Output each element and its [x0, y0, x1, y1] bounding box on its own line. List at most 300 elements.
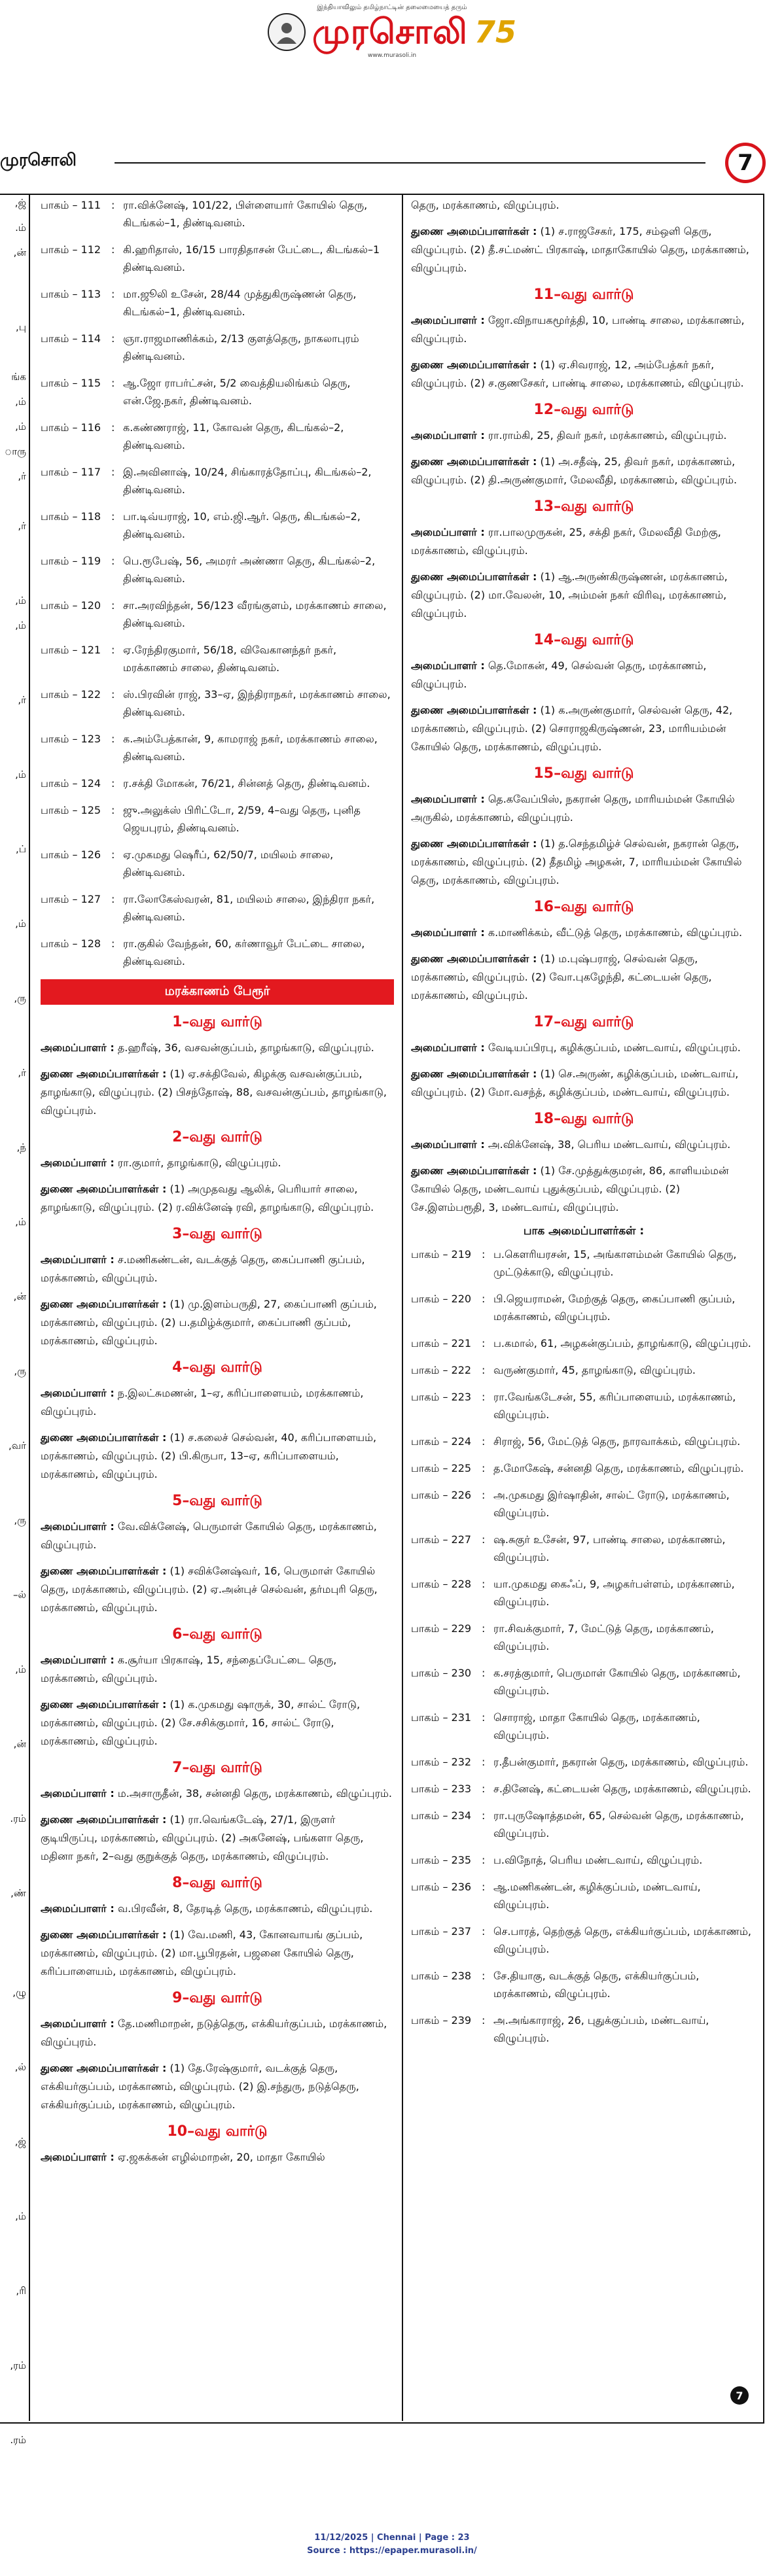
cut-text-fragment: ரு, [14, 1514, 26, 1526]
role-label: அமைப்பாளர் : [411, 429, 485, 442]
booth-member: த.மோகேஷ், சன்னதி தெரு, மரக்காணம், விழுப்புரம். [493, 1462, 744, 1474]
organizer-para [411, 1039, 757, 1057]
cut-text-fragment [0, 2085, 29, 2098]
booth-member: செ.பாரத், தெற்குத் தெரு, எக்கியர்குப்பம், மரக்காணம், விழுப்புரம். [493, 1925, 751, 1955]
entry-colon: : [111, 243, 115, 256]
footer-date-line: 11/12/2025 | Chennai | Page : 23 [314, 2533, 470, 2543]
booth-entry [411, 1709, 757, 1744]
role-text: ரா.பாலமுருகன், 25, சக்தி நகர், மேலவீதி மேற்கு, மரக்காணம், விழுப்புரம். [411, 526, 721, 557]
booth-number: பாகம் – 125 [41, 804, 101, 816]
ward-title: 8–வது வார்டு [172, 1875, 262, 1891]
entry-colon: : [111, 199, 115, 211]
cut-text-fragment [0, 1464, 29, 1477]
masthead [0, 0, 784, 72]
cut-text-fragment [0, 1340, 29, 1353]
role-label: அமைப்பாளர் : [411, 926, 485, 939]
cut-text-fragment: ரு, [14, 1365, 26, 1377]
cut-text-fragment [0, 718, 29, 731]
cut-text-fragment [0, 743, 29, 756]
role-label: துணை அமைப்பாளர்கள் : [41, 1698, 167, 1711]
booth-entry [41, 641, 394, 676]
entry-colon: : [482, 1970, 486, 1982]
cut-text-fragment [0, 1837, 29, 1850]
cut-text-fragment [0, 271, 29, 284]
booth-number: பாகம் – 233 [411, 1783, 472, 1795]
entry-colon: : [482, 1489, 486, 1501]
ward-title: 11–வது வார்டு [533, 287, 634, 303]
booth-member: ரா.விக்னேஷ், 101/22, பிள்ளையார் கோயில் தெரு, கிடங்கல்–1, திண்டிவனம். [123, 199, 368, 229]
cut-text-fragment: ல்– [13, 1589, 26, 1601]
booth-member: க.அம்பேத்கான், 9, காமராஜ் நகர், மரக்காணம் சாலை, திண்டிவனம். [123, 733, 378, 763]
deputy-para [41, 1295, 394, 1350]
booth-number: பாகம் – 227 [411, 1533, 472, 1546]
role-text: (1) ம.புஷ்பராஜ், செல்வன் தெரு, மரக்காணம், விழுப்புரம். (2) வோ.புகழேந்தி, கட்டையன் தெரு, மரக்காணம், விழுப்புரம். [411, 952, 712, 1001]
booth-entry [411, 1361, 757, 1379]
cut-text-fragment: ல், [14, 2061, 26, 2073]
entry-colon: : [482, 1248, 486, 1261]
cut-text-fragment [0, 1762, 29, 1775]
role-label: துணை அமைப்பாளர்கள் : [411, 1164, 537, 1177]
booth-number: பாகம் – 228 [411, 1578, 472, 1590]
cut-text-fragment: ம், [15, 769, 26, 780]
deputy-para [411, 950, 757, 1005]
entry-colon: : [482, 1854, 486, 1866]
column-divider [402, 194, 403, 2421]
booth-entry [41, 597, 394, 632]
role-text: (1) க.முகமது ஷாருக், 30, சால்ட் ரோடு, மரக்காணம், விழுப்புரம். (2) சே.சசிக்குமார், 16, சால்ட் ரோடு, மரக்காணம், விழுப்புரம். [41, 1698, 361, 1747]
entry-colon: : [111, 555, 115, 567]
entry-colon: : [482, 1881, 486, 1893]
deputy-para [411, 568, 757, 623]
cut-text-fragment [0, 569, 29, 582]
organizer-para [41, 1039, 394, 1057]
cut-text-fragment [0, 495, 29, 508]
booth-entry [411, 1486, 757, 1522]
booth-member: இ.அவினாஷ், 10/24, சிங்காரத்தோப்பு, கிடங்கல்–2, திண்டிவனம். [123, 466, 372, 496]
booth-number: பாகம் – 111 [41, 199, 101, 211]
role-text: வே.விக்னேஷ், பெருமாள் கோயில் தெரு, மரக்காணம், விழுப்புரம். [41, 1520, 377, 1551]
booth-member: ப.விநோத், பெரிய மண்டவாய், விழுப்புரம். [493, 1854, 703, 1866]
organizer-para [41, 1251, 394, 1287]
booth-entry [411, 1878, 757, 1913]
deputy-para [411, 1065, 757, 1102]
booth-member: ரா.வேங்கடேசன், 55, கரிப்பாளையம், மரக்காணம், விழுப்புரம். [493, 1391, 736, 1421]
booth-member: ர.சக்தி மோகன், 76/21, சின்னத் தெரு, திண்டிவனம். [123, 777, 370, 790]
deputy-para [41, 1562, 394, 1617]
deputy-para [411, 701, 757, 756]
booth-entry [411, 1753, 757, 1771]
cut-text-fragment [0, 1116, 29, 1129]
role-text: (1) ஏ.சக்திவேல், கிழக்கு வசவன்குப்பம், தாழங்காடு, விழுப்புரம். (2) பிசந்தோஷ், 88, வசவன்குப்பம், தாழங்காடு, விழுப்புரம். [41, 1068, 387, 1117]
booth-number: பாகம் – 120 [41, 599, 101, 612]
booth-entry [411, 1334, 757, 1352]
cut-text-fragment [0, 1017, 29, 1030]
entry-colon: : [111, 421, 115, 434]
booth-member: க.சரத்குமார், பெருமாள் கோயில் தெரு, மரக்காணம், விழுப்புரம். [493, 1667, 741, 1697]
ward-title: 10–வது வார்டு [167, 2123, 268, 2140]
booth-member: ஞா.ராஜமாணிக்கம், 2/13 குளத்தெரு, நாகலாபுரம் திண்டிவனம். [123, 332, 359, 362]
booth-member: பி.ஜெயராமன், மேற்குத் தெரு, கைப்பாணி குப்பம், மரக்காணம், விழுப்புரம். [493, 1293, 736, 1323]
ward-title: 18–வது வார்டு [533, 1111, 634, 1127]
cut-text-fragment [0, 345, 29, 358]
booth-member: கி.ஹரிதாஸ், 16/15 பாரதிதாசன் பேட்டை, கிடங்கல்–1 திண்டிவனம். [123, 243, 380, 273]
booth-member: சா.அரவிந்தன், 56/123 வீரங்குளம், மரக்காணம் சாலை, திண்டிவனம். [123, 599, 387, 629]
cut-text-fragment [0, 2309, 29, 2322]
cut-text-fragment [0, 1166, 29, 1179]
role-label: அமைப்பாளர் : [41, 1253, 115, 1266]
role-text: (1) ஏ.சிவராஜ், 12, அம்பேத்கர் நகர், விழுப்புரம். (2) ச.குணசேகர், பாண்டி சாலை, மரக்காணம், விழுப்புரம். [411, 358, 744, 389]
role-label: துணை அமைப்பாளர்கள் : [411, 1068, 537, 1080]
entry-colon: : [111, 688, 115, 701]
booth-number: பாகம் – 236 [411, 1881, 472, 1893]
cut-text-fragment [0, 1414, 29, 1427]
role-text: (1) க.அருண்குமார், செல்வன் தெரு, 42, மரக்காணம், விழுப்புரம். (2) சொராஜகிருஷ்ணன், 23, மாரியம்மன் கோயில் தெரு, மரக்காணம், விழுப்புரம். [411, 704, 733, 753]
role-label: அமைப்பாளர் : [411, 793, 485, 805]
role-text: (1) ச.கலைச் செல்வன், 40, கரிப்பாளையம், மரக்காணம், விழுப்புரம். (2) பி.கிருபா, 13–ஏ, கரிப்பாளையம், மரக்காணம், விழுப்புரம். [41, 1431, 377, 1480]
entry-colon: : [482, 1925, 486, 1938]
booth-member: ரா.குகில் வேந்தன், 60, கர்ணாவூர் பேட்டை சாலை, திண்டிவனம். [123, 937, 365, 967]
booth-number: பாகம் – 229 [411, 1622, 472, 1635]
organizer-para [41, 1384, 394, 1421]
ward-title: 4–வது வார்டு [172, 1359, 262, 1376]
role-text: (1) சே.முத்துக்குமரன், 86, காளியம்மன் கோயில் தெரு, மண்டவாய் புதுக்குப்பம், விழுப்புரம். (2) சே.இளம்பரூதி, 3, மண்டவாய், விழுப்புரம். [411, 1164, 729, 1213]
booth-number: பாகம் – 219 [411, 1248, 472, 1261]
continuation-text: தெரு, மரக்காணம், விழுப்புரம். [411, 199, 560, 211]
role-label: துணை அமைப்பாளர்கள் : [41, 1298, 167, 1310]
ward-title: 14–வது வார்டு [533, 632, 634, 648]
cut-text-fragment [0, 2160, 29, 2173]
role-label: அமைப்பாளர் : [41, 1520, 115, 1533]
booth-member: பா.டிவ்யராஜ், 10, எம்.ஜி.ஆர். தெரு, கிடங்கல்–2, திண்டிவனம். [123, 510, 361, 540]
booth-entry [411, 1780, 757, 1798]
cut-text-fragment: பு, [16, 321, 26, 333]
deputy-para [41, 1926, 394, 1981]
deputy-para [41, 1696, 394, 1750]
ward-title: 3–வது வார்டு [172, 1226, 262, 1242]
role-label: துணை அமைப்பாளர்கள் : [411, 952, 537, 965]
role-text: தெ.கவேப்பிஸ், நகரான் தெரு, மாரியம்மன் கோயில் அருகில், மரக்காணம், விழுப்புரம். [411, 793, 735, 824]
cut-text-fragment [0, 793, 29, 806]
cut-text-fragment: ம், [15, 595, 26, 606]
booth-member: ச.தினேஷ், கட்டையன் தெரு, மரக்காணம், விழுப்புரம். [493, 1783, 751, 1795]
cut-text-fragment: வர், [9, 1440, 26, 1452]
cut-text-fragment [0, 669, 29, 682]
deputy-para [411, 356, 757, 392]
booth-entry [41, 196, 394, 232]
booth-member: ரா.சிவக்குமார், 7, மேட்டுத் தெரு, மரக்காணம், விழுப்புரம். [493, 1622, 714, 1652]
entry-colon: : [111, 733, 115, 745]
role-text: தெ.மோகன், 49, செல்வன் தெரு, மரக்காணம், விழுப்புரம். [411, 659, 707, 690]
booth-number: பாகம் – 118 [41, 510, 101, 523]
booth-member: ஏ.ரேந்திரகுமார், 56/18, விவேகானந்தர் நகர், மரக்காணம் சாலை, திண்டிவனம். [123, 644, 337, 674]
logo-row [0, 13, 784, 51]
footer-source-line: Source : https://epaper.murasoli.in/ [307, 2546, 477, 2556]
organizer-para [411, 523, 757, 560]
deputy-para [411, 1162, 757, 1217]
cut-text-fragment [0, 2185, 29, 2198]
entry-colon: : [111, 510, 115, 523]
section-banner: மரக்காணம் பேரூர் [41, 979, 394, 1005]
organizer-para [41, 2148, 394, 2167]
booth-number: பாகம் – 127 [41, 893, 101, 905]
organizer-para [41, 1784, 394, 1803]
cut-text-fragment [0, 942, 29, 955]
booth-number: பாகம் – 124 [41, 777, 101, 790]
role-text: ச.மணிகண்டன், வடக்குத் தெரு, கைப்பாணி குப்பம், மரக்காணம், விழுப்புரம். [41, 1253, 365, 1284]
role-text: (1) அ.சதீஷ், 25, திவர் நகர், மரக்காணம், விழுப்புரம். (2) தி.அருண்குமார், மேலவீதி, மரக்காணம், விழுப்புரம். [411, 455, 738, 486]
booth-number: பாகம் – 222 [411, 1364, 472, 1376]
booth-entry [41, 330, 394, 365]
booth-entry [411, 1531, 757, 1566]
booth-entry [411, 1967, 757, 2002]
booth-number: பாகம் – 223 [411, 1391, 472, 1403]
booth-number: பாகம் – 226 [411, 1489, 472, 1501]
booth-entry [41, 285, 394, 321]
role-text: ந.இலட்சுமணன், 1–ஏ, கரிப்பாளையம், மரக்காணம், விழுப்புரம். [41, 1387, 364, 1418]
role-label: துணை அமைப்பாளர்கள் : [41, 1813, 167, 1826]
booth-number: பாகம் – 114 [41, 332, 101, 345]
booth-entry [41, 508, 394, 543]
cut-text-fragment: ம், [15, 1663, 26, 1675]
entry-colon: : [482, 1533, 486, 1546]
booth-member: ப.கௌரியரசன், 15, அங்காளம்மன் கோயில் தெரு, முட்டுக்காடு, விழுப்புரம். [493, 1248, 737, 1278]
role-text: அ.விக்னேஷ், 38, பெரிய மண்டவாய், விழுப்புரம். [488, 1138, 731, 1151]
organizer-para [411, 790, 757, 827]
cut-text-fragment: ரம், [10, 2359, 26, 2371]
paper-name: முரசொலி [0, 150, 77, 170]
role-label: அமைப்பாளர் : [411, 659, 485, 672]
booth-number: பாகம் – 235 [411, 1854, 472, 1866]
cut-text-fragment: ம், [15, 1216, 26, 1228]
role-label: துணை அமைப்பாளர்கள் : [41, 1565, 167, 1577]
cut-text-fragment [0, 818, 29, 831]
booth-number: பாகம் – 232 [411, 1756, 472, 1768]
entry-colon: : [111, 599, 115, 612]
ward-title: 15–வது வார்டு [533, 765, 634, 782]
booth-entry [411, 1290, 757, 1325]
deputy-para [411, 453, 757, 489]
role-text: (1) மு.இளம்பருதி, 27, கைப்பாணி குப்பம், மரக்காணம், விழுப்புரம். (2) ப.தமிழ்க்குமார், கைப்பாணி குப்பம், மரக்காணம், விழுப்புரம். [41, 1298, 377, 1347]
cut-text-fragment: ம், [15, 396, 26, 408]
cut-text-fragment: ண், [10, 1887, 26, 1899]
entry-colon: : [482, 1364, 486, 1376]
organizer-para [411, 311, 757, 348]
role-text: (1) ச.ராஜசேகர், 175, சம்ஒளி தெரு, விழுப்புரம். (2) தீ.சட்மண்ட் பிரகாஷ், மாதாகோயில் தெரு, மரக்காணம், விழுப்புரம். [411, 225, 749, 274]
booth-entry [41, 730, 394, 765]
entry-colon: : [482, 1783, 486, 1795]
booth-entry [411, 1575, 757, 1610]
deputy-para [41, 1429, 394, 1484]
booth-member: மா.ஜூலி உசேன், 28/44 முத்துகிருஷ்ணன் தெரு, கிடங்கல்–1, திண்டிவனம். [123, 288, 357, 318]
middle-column [41, 196, 394, 2174]
cut-text-fragment: ரம். [10, 1813, 26, 1824]
role-text: ரா.குமார், தாழங்காடு, விழுப்புரம். [117, 1157, 281, 1169]
entry-colon: : [111, 377, 115, 389]
corner-page-number: 7 [730, 2386, 749, 2405]
booth-member: பெ.ரூபேஷ், 56, அமரர் அண்ணா தெரு, கிடங்கல்–2, திண்டிவனம். [123, 555, 376, 585]
booth-number: பாகம் – 128 [41, 937, 101, 950]
page-footer [0, 2532, 784, 2558]
cut-text-fragment: ன், [13, 247, 26, 258]
entry-colon: : [482, 1435, 486, 1448]
booth-entry [41, 801, 394, 837]
booth-number: பாகம் – 220 [411, 1293, 472, 1305]
cut-text-fragment [0, 544, 29, 557]
entry-colon: : [111, 804, 115, 816]
cut-text-fragment [0, 1091, 29, 1104]
page-header [0, 149, 784, 175]
ward-title: 16–வது வார்டு [533, 899, 634, 915]
booth-entry [41, 241, 394, 276]
cut-text-fragment [0, 1638, 29, 1651]
booth-number: பாகம் – 231 [411, 1711, 472, 1724]
booth-number: பாகம் – 238 [411, 1970, 472, 1982]
booth-entry [41, 890, 394, 926]
cut-text-fragment [0, 892, 29, 905]
cut-text-fragment: ம், [15, 918, 26, 930]
role-text: க.மாணிக்கம், வீட்டுத் தெரு, மரக்காணம், விழுப்புரம். [488, 926, 743, 939]
cut-text-fragment [0, 1041, 29, 1054]
booth-entry [41, 463, 394, 498]
ward-title: 7–வது வார்டு [172, 1760, 262, 1776]
role-label: அமைப்பாளர் : [411, 314, 485, 326]
entry-colon: : [111, 288, 115, 300]
booth-member: ரா.புருஷோத்தமன், 65, செல்வன் தெரு, மரக்காணம், விழுப்புரம். [493, 1809, 744, 1839]
role-text: ஏ.ஜகக்கன் எழில்மாறன், 20, மாதா கோயில் [117, 2151, 325, 2163]
cut-text-fragment [0, 1265, 29, 1278]
booth-number: பாகம் – 225 [411, 1462, 472, 1474]
cut-text-fragment [0, 1240, 29, 1253]
booth-member: அ.முகமது இர்ஷாதின், சால்ட் ரோடு, மரக்காணம், விழுப்புரம். [493, 1489, 730, 1519]
cut-text-fragment: ரு, [14, 992, 26, 1004]
cut-text-fragment: ம். [15, 222, 26, 234]
ward-title: 1–வது வார்டு [172, 1014, 262, 1030]
role-label: அமைப்பாளர் : [41, 2151, 115, 2163]
organizer-para [411, 426, 757, 445]
cut-text-fragment [0, 2259, 29, 2272]
role-text: (1) சவிக்னேஷ்வர், 16, பெருமாள் கோயில் தெரு, மரக்காணம், விழுப்புரம். (2) ஏ.அன்புச் செல்வன், தர்மபுரி தெரு, மரக்காணம், விழுப்புரம். [41, 1565, 378, 1614]
entry-colon: : [111, 466, 115, 478]
cut-text-fragment [0, 1315, 29, 1328]
ward-title: 9–வது வார்டு [172, 1990, 262, 2006]
booth-number: பாகம் – 224 [411, 1435, 472, 1448]
ward-title: 12–வது வார்டு [533, 402, 634, 418]
organizer-para [41, 2015, 394, 2051]
role-text: (1) வே.மணி, 43, கோனவாயங் குப்பம், மரக்காணம், விழுப்புரம். (2) மா.பூபிரதன், பஜனை கோயில் தெரு, கரிப்பாளையம், மரக்காணம், விழுப்புரம். [41, 1928, 363, 1977]
cut-text-fragment: ன், [13, 1738, 26, 1750]
cut-text-fragment [0, 1787, 29, 1800]
role-text: (1) அமுதவது ஆலிக், பெரியார் சாலை, தாழங்காடு, விழுப்புரம். (2) ர.விக்னேஷ் ரவி, தாழங்காடு, விழுப்புரம். [41, 1183, 374, 1213]
booth-entry [41, 935, 394, 970]
newspaper-logo: முரசொலி [312, 12, 468, 52]
cut-text-fragment [0, 1961, 29, 1974]
role-text: வ.பிரவீன், 8, தேரடித் தெரு, மரக்காணம், விழுப்புரம். [117, 1902, 373, 1915]
booth-member: ஏ.முகமது ஷெரீப், 62/50/7, மயிலம் சாலை, திண்டிவனம். [123, 848, 334, 879]
booth-number: பாகம் – 121 [41, 644, 101, 656]
left-cut-column [0, 196, 29, 2446]
masthead-tagline: இந்தியாவிலும் தமிழ்நாட்டின் தலைமையைத் தரும் [317, 4, 467, 11]
deputy-para [41, 1065, 394, 1120]
booth-member: ஆ.மணிகண்டன், கழிக்குப்பம், மண்டவாய், விழுப்புரம். [493, 1881, 701, 1911]
cut-text-fragment: ரி, [16, 2285, 26, 2297]
cut-text-fragment [0, 1862, 29, 1875]
deputy-para [41, 1180, 394, 1217]
role-label: அமைப்பாளர் : [41, 1787, 115, 1800]
cut-text-fragment [0, 1489, 29, 1502]
role-label: துணை அமைப்பாளர்கள் : [41, 1928, 167, 1941]
booth-number: பாகம் – 116 [41, 421, 101, 434]
booth-member: க.கண்ணராஜ், 11, கோவன் தெரு, கிடங்கல்–2, திண்டிவனம். [123, 421, 344, 451]
entry-colon: : [482, 1337, 486, 1349]
entry-colon: : [482, 1293, 486, 1305]
cut-text-fragment: ப், [16, 843, 26, 855]
booth-entry [41, 775, 394, 792]
cut-text-fragment: ன், [13, 1291, 26, 1302]
cut-text-fragment [0, 2036, 29, 2049]
booth-number: பாகம் – 126 [41, 848, 101, 861]
cut-text-fragment [0, 1688, 29, 1701]
booth-entry [41, 419, 394, 454]
entry-colon: : [482, 1462, 486, 1474]
cut-text-fragment: ம், [15, 2210, 26, 2222]
role-text: ம.அசாருதீன், 38, சன்னதி தெரு, மரக்காணம், விழுப்புரம். [117, 1787, 392, 1800]
booth-number: பாகம் – 113 [41, 288, 101, 300]
role-label: துணை அமைப்பாளர்கள் : [411, 358, 537, 371]
booth-number: பாகம் – 119 [41, 555, 101, 567]
entry-colon: : [482, 1578, 486, 1590]
booth-number: பாகம் – 123 [41, 733, 101, 745]
cut-text-fragment: ங்க [11, 371, 26, 383]
entry-colon: : [111, 937, 115, 950]
booth-member: ஜு.அலுக்ஸ் பிரிட்டோ, 2/59, 4–வது தெரு, புனித ஜெயபுரம், திண்டிவனம். [123, 804, 361, 834]
booth-member: ஸ்.பிரவின் ராஜ், 33–ஏ, இந்திராநகர், மரக்காணம் சாலை, திண்டிவனம். [123, 688, 391, 718]
booth-entry [411, 2011, 757, 2047]
page-number-badge: 7 [725, 143, 766, 183]
role-label: அமைப்பாளர் : [411, 526, 485, 538]
entry-colon: : [111, 893, 115, 905]
booth-entry [411, 1807, 757, 1842]
booth-number: பாகம் – 122 [41, 688, 101, 701]
booth-entry [41, 846, 394, 881]
cut-text-fragment [0, 1539, 29, 1552]
cut-text-fragment: ம், [15, 619, 26, 631]
anniversary-badge: 75 [474, 14, 516, 50]
cut-text-fragment [0, 1911, 29, 1924]
cut-text-fragment: ர், [18, 1067, 26, 1079]
cut-text-fragment [0, 2011, 29, 2024]
deputy-para [41, 2059, 394, 2114]
booth-entry [41, 374, 394, 409]
cut-text-fragment [0, 2334, 29, 2347]
role-text: வேடியப்பிரபு, கழிக்குப்பம், மண்டவாய், விழுப்புரம். [488, 1041, 741, 1054]
booth-number: பாகம் – 112 [41, 243, 101, 256]
booth-member: யா.முகமது கைஃப், 9, அழகர்பள்ளம், மரக்காணம், விழுப்புரம். [493, 1578, 735, 1608]
booth-member: சே.தியாகு, வடக்குத் தெரு, எக்கியர்குப்பம், மரக்காணம், விழுப்புரம். [493, 1970, 700, 2000]
organizer-para [411, 924, 757, 942]
ward-title: 13–வது வார்டு [533, 498, 634, 515]
role-label: அமைப்பாளர் : [411, 1138, 485, 1151]
role-label: துணை அமைப்பாளர்கள் : [411, 225, 537, 237]
organizer-para [411, 657, 757, 693]
role-text: (1) ஆ.அருண்கிருஷ்ணன், மரக்காணம், விழுப்புரம். (2) மா.வேலன், 10, அம்மன் நகர் விரிவு, மரக்காணம், விழுப்புரம். [411, 570, 728, 619]
booth-entry [411, 1459, 757, 1477]
entry-colon: : [482, 1756, 486, 1768]
entry-colon: : [482, 1711, 486, 1724]
role-label: துணை அமைப்பாளர்கள் : [411, 837, 537, 850]
role-label: துணை அமைப்பாளர்கள் : [411, 704, 537, 716]
cut-text-fragment [0, 1613, 29, 1626]
role-text: ரா.ராம்கி, 25, திவர் நகர், மரக்காணம், விழுப்புரம். [488, 429, 727, 442]
